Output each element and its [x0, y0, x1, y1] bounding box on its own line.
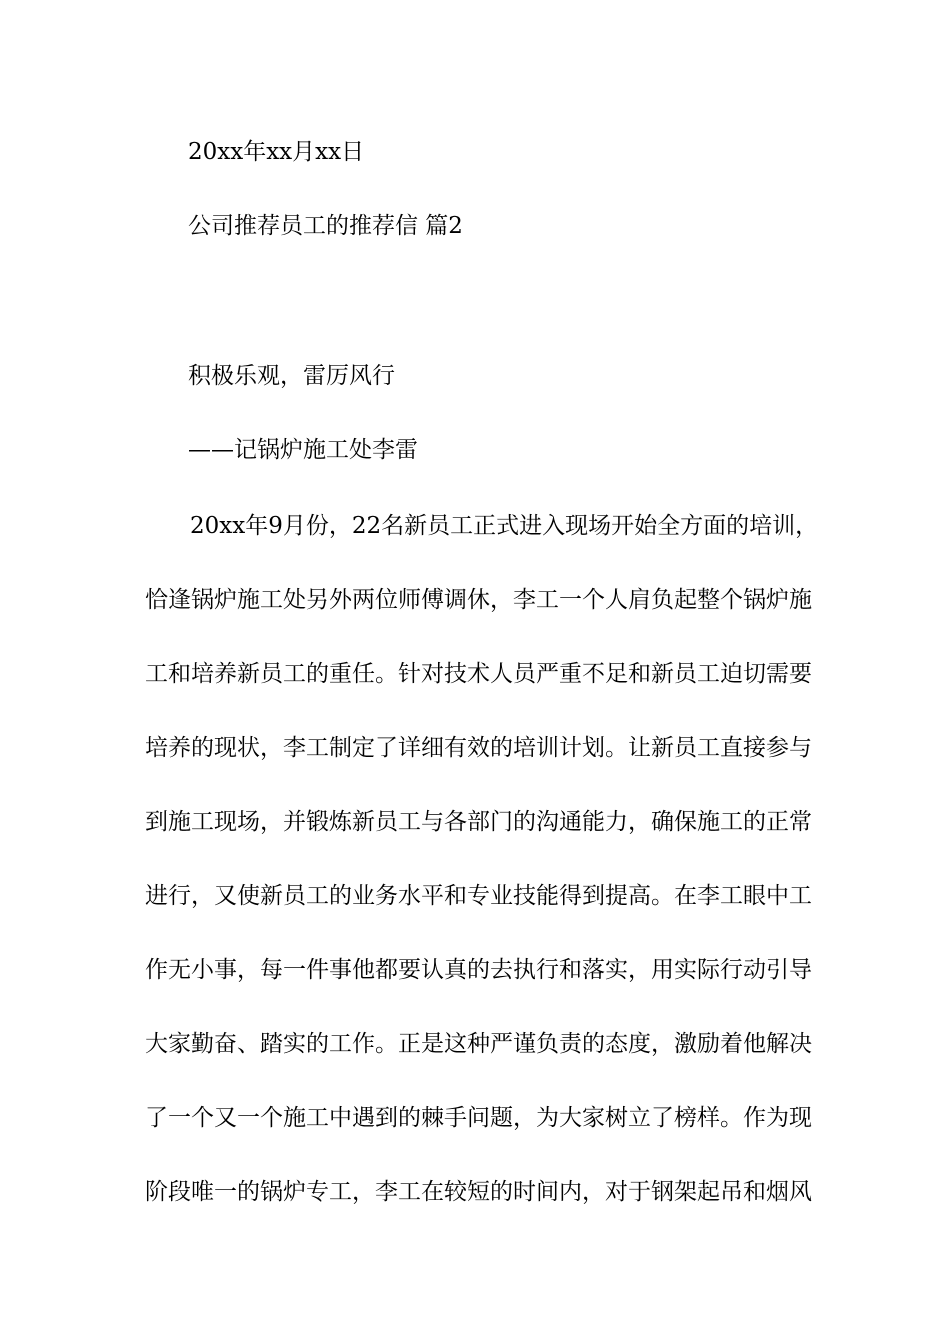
paragraph-line: 恰逢锅炉施工处另外两位师傅调休，李工一个人肩负起整个锅炉施: [145, 587, 812, 613]
paragraph-line: 作无小事，每一件事他都要认真的去执行和落实，用实际行动引导: [145, 957, 812, 983]
paragraph-line: 20xx年9月份，22名新员工正式进入现场开始全方面的培训，: [190, 513, 819, 539]
paragraph-line: 培养的现状，李工制定了详细有效的培训计划。让新员工直接参与: [145, 735, 812, 761]
paragraph-line: 阶段唯一的锅炉专工，李工在较短的时间内，对于钢架起吊和烟风: [145, 1179, 812, 1205]
paragraph-line: 大家勤奋、踏实的工作。正是这种严谨负责的态度，激励着他解决: [145, 1031, 812, 1057]
paragraph-line: 工和培养新员工的重任。针对技术人员严重不足和新员工迫切需要: [145, 661, 812, 687]
article-title: 积极乐观，雷厉风行: [188, 363, 395, 389]
article-subtitle: ——记锅炉施工处李雷: [188, 437, 418, 463]
paragraph-line: 了一个又一个施工中遇到的棘手问题，为大家树立了榜样。作为现: [145, 1105, 812, 1131]
paragraph-line: 进行，又使新员工的业务水平和专业技能得到提高。在李工眼中工: [145, 883, 812, 909]
section-heading: 公司推荐员工的推荐信 篇2: [188, 213, 463, 239]
paragraph-line: 到施工现场，并锻炼新员工与各部门的沟通能力，确保施工的正常: [145, 809, 812, 835]
date-line: 20xx年xx月xx日: [188, 139, 365, 165]
